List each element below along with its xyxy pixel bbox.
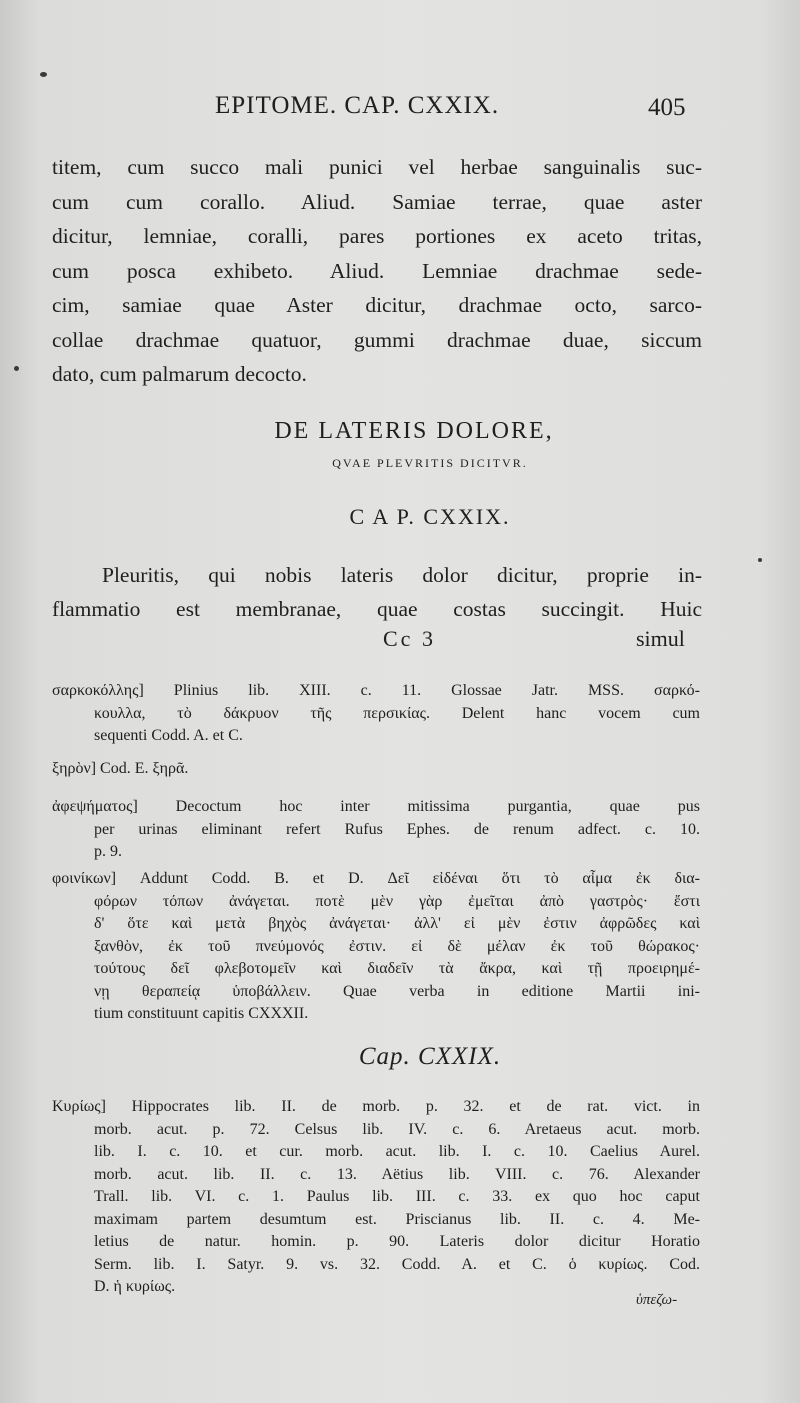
- notes-chapter-heading: Cap. CXXIX.: [358, 1043, 502, 1070]
- text-line: Pleuritis, qui nobis lateris dolor dicitur, proprie in-: [102, 563, 702, 587]
- note-line: τούτους δεῖ φλεβοτομεῖν καὶ διαδεῖν τὰ ἄκρα, καὶ τῇ προειρημέ-: [94, 960, 700, 977]
- section-subtitle: QVAE PLEVRITIS DICITVR.: [332, 456, 528, 470]
- note-line: ξηρὸν] Cod. E. ξηρᾶ.: [52, 760, 189, 777]
- page-number: 405: [648, 94, 686, 121]
- footnote: [52, 758, 700, 781]
- text-line: flammatio est membranae, quae costas succingit. Huic: [52, 597, 702, 621]
- section-title: DE LATERIS DOLORE,: [274, 418, 554, 444]
- note-line: νῃ θεραπείᾳ ὑποβάλλειν. Quae verba in editione Martii ini-: [94, 982, 700, 1000]
- note-line: ξανθὸν, ἐκ τοῦ πνεύμονός ἐστιν. εἰ δὲ μέλαν ἐκ τοῦ θώρακος·: [94, 937, 700, 955]
- note-line: tium constituunt capitis CXXXII.: [94, 1005, 309, 1022]
- text-line: collae drachmae quatuor, gummi drachmae duae, siccum: [52, 327, 702, 352]
- chapter-heading: C A P. CXXIX.: [349, 504, 511, 529]
- ink-spot: [14, 366, 19, 371]
- note-line: lib. I. c. 10. et cur. morb. acut. lib. I. c. 10. Caelius Aurel.: [94, 1143, 700, 1160]
- note-line: σαρκοκόλλης] Plinius lib. XIII. c. 11. Glossae Jatr. MSS. σαρκό-: [52, 682, 700, 699]
- text-line: dicitur, lemniae, coralli, pares portiones ex aceto tritas,: [52, 224, 702, 248]
- note-line: Trall. lib. VI. c. 1. Paulus lib. III. c. 33. ex quo hoc caput: [94, 1188, 700, 1205]
- running-head: [0, 92, 800, 132]
- footnote: [52, 796, 700, 864]
- note-line: sequenti Codd. A. et C.: [94, 727, 243, 744]
- signature-mark: Cc 3: [383, 626, 436, 651]
- running-head-title: EPITOME. CAP. CXXIX.: [215, 92, 500, 119]
- note-line: Serm. lib. I. Satyr. 9. vs. 32. Codd. A. et C. ὁ κυρίως. Cod.: [94, 1255, 700, 1273]
- ink-spot: [40, 72, 47, 77]
- text-line: titem, cum succo mali punici vel herbae sanguinalis suc-: [52, 155, 702, 179]
- chapter-paragraph: [52, 558, 702, 626]
- text-line: dato, cum palmarum decocto.: [52, 362, 307, 386]
- note-line: ἀφεψήματος] Decoctum hoc inter mitissima purgantia, quae pus: [52, 798, 700, 815]
- footnote: [52, 680, 700, 748]
- note-line: φοινίκων] Addunt Codd. B. et D. Δεῖ εἰδέναι ὅτι τὸ αἷμα ἐκ δια-: [52, 870, 700, 887]
- note-line: δ' ὅτε καὶ μετὰ βηχὸς ἀνάγεται· ἀλλ' εἰ μὲν ἐστιν ἀφρῶδες καὶ: [94, 915, 700, 932]
- catchword-bottom: ὑπεζω-: [636, 1292, 678, 1308]
- note-line: κουλλα, τὸ δάκρυον τῆς περσικίας. Delent hanc vocem cum: [94, 704, 700, 722]
- text-line: cum cum corallo. Aliud. Samiae terrae, quae aster: [52, 189, 702, 214]
- text-line: cum posca exhibeto. Aliud. Lemniae drachmae sede-: [52, 258, 702, 283]
- text-line: cim, samiae quae Aster dicitur, drachmae octo, sarco-: [52, 293, 702, 317]
- note-line: morb. acut. p. 72. Celsus lib. IV. c. 6. Aretaeus acut. morb.: [94, 1120, 700, 1138]
- note-line: Κυρίως] Hippocrates lib. II. de morb. p. 32. et de rat. vict. in: [52, 1098, 700, 1115]
- note-line: φόρων τόπων ἀνάγεται. ποτὲ μὲν γὰρ ἐμεῖται ἀπὸ γαστρὸς· ἔστι: [94, 892, 700, 910]
- body-text: [52, 150, 702, 392]
- note-line: per urinas eliminant refert Rufus Ephes. de renum adfect. c. 10.: [94, 820, 700, 838]
- note-line: maximam partem desumtum est. Priscianus lib. II. c. 4. Me-: [94, 1210, 700, 1228]
- ink-spot: [758, 558, 762, 562]
- catchword: simul: [636, 626, 685, 651]
- chapter-note: [52, 1096, 700, 1299]
- footnote: [52, 868, 700, 1026]
- note-line: letius de natur. homin. p. 90. Lateris dolor dicitur Horatio: [94, 1233, 700, 1250]
- note-line: morb. acut. lib. II. c. 13. Aëtius lib. VIII. c. 76. Alexander: [94, 1165, 700, 1183]
- note-line: p. 9.: [94, 843, 122, 860]
- note-line: D. ἡ κυρίως.: [94, 1278, 176, 1295]
